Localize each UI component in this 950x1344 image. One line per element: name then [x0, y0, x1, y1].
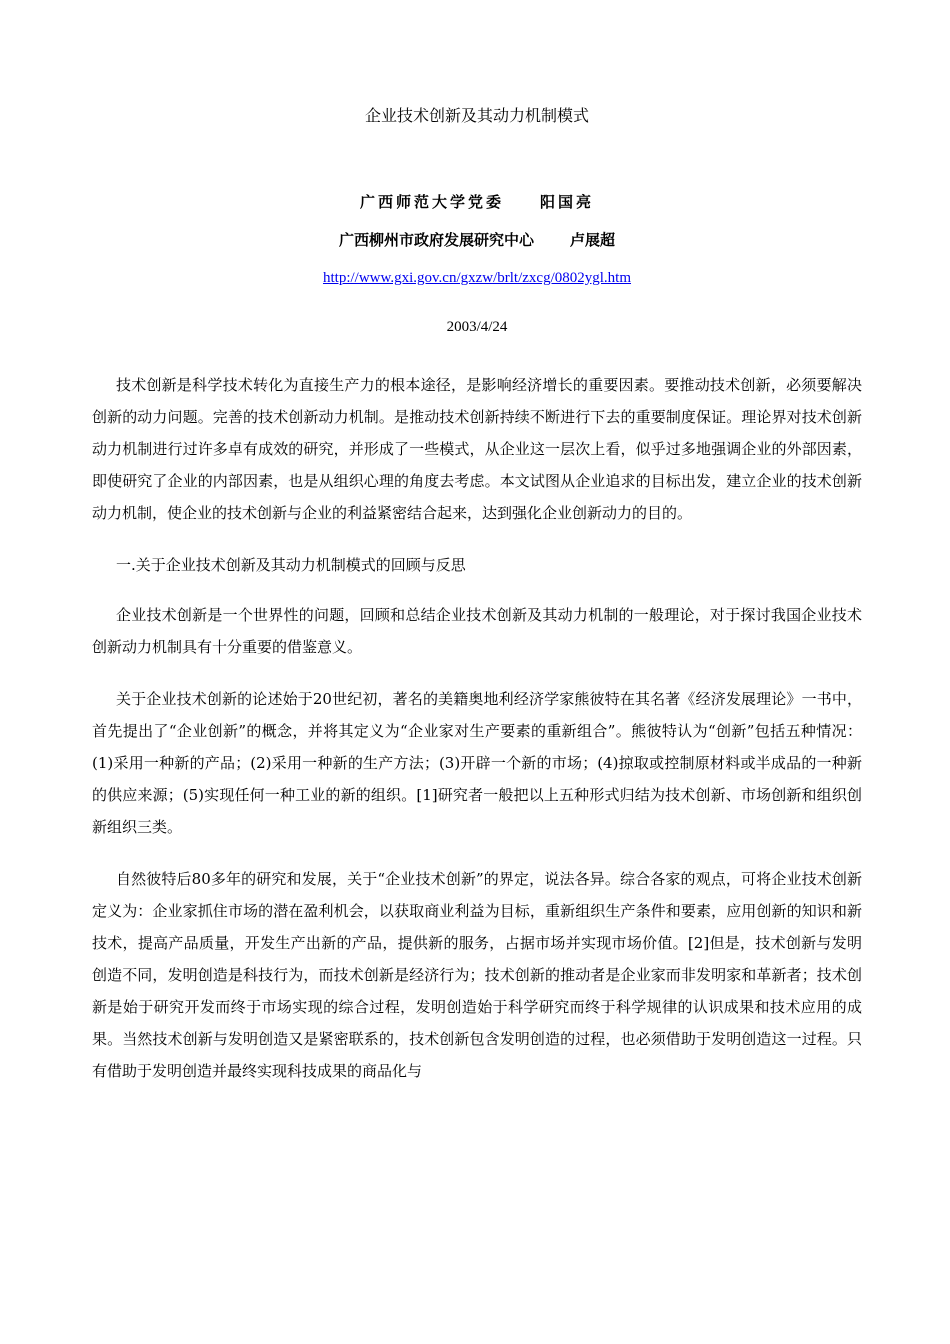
- document-title: 企业技术创新及其动力机制模式: [364, 106, 589, 125]
- document-body: [92, 369, 862, 1107]
- source-url-link[interactable]: http://www.gxi.gov.cn/gxzw/brlt/zxcg/0802ygl.htm: [322, 270, 632, 286]
- author-name: 阳国亮: [540, 193, 595, 211]
- author-line-2: [92, 229, 862, 251]
- author-name: 卢展超: [570, 231, 616, 249]
- section-heading: 一.关于企业技术创新及其动力机制模式的回顾与反思: [116, 556, 466, 574]
- author-line-1: [92, 191, 862, 213]
- body-paragraph: 企业技术创新是一个世界性的问题，回顾和总结企业技术创新及其动力机制的一般理论，对于探讨我国企业技术创新动力机制具有十分重要的借鉴意义。: [92, 606, 862, 656]
- body-paragraph: 技术创新是科学技术转化为直接生产力的根本途径，是影响经济增长的重要因素。要推动技术创新，必须要解决创新的动力问题。完善的技术创新动力机制。是推动技术创新持续不断进行下去的重要制度保证。理论界对技术创新动力机制进行过许多卓有成效的研究，并形成了一些模式，从企业这一层次上看，似乎过多地强调企业的外部因素，即使研究了企业的内部因素，也是从组织心理的角度去考虑。本文试图从企业追求的目标出发，建立企业的技术创新动力机制，使企业的技术创新与企业的利益紧密结合起来，达到强化企业创新动力的目的。: [92, 376, 862, 522]
- publication-date: 2003/4/24: [446, 319, 508, 335]
- author-organization: 广西柳州市政府发展研究中心: [338, 231, 534, 249]
- source-url-line: [92, 267, 862, 289]
- body-paragraph: 自然彼特后80多年的研究和发展，关于“企业技术创新”的界定，说法各异。综合各家的观点，可将企业技术创新定义为：企业家抓住市场的潜在盈利机会，以获取商业利益为目标，重新组织生产条件和要素，应用创新的知识和新技术，提高产品质量，开发生产出新的产品，提供新的服务，占据市场并实现市场价值。[2]但是，技术创新与发明创造不同，发明创造是科技行为，而技术创新是经济行为；技术创新的推动者是企业家而非发明家和革新者；技术创新是始于研究开发而终于市场实现的综合过程，发明创造始于科学研究而终于科学规律的认识成果和技术应用的成果。当然技术创新与发明创造又是紧密联系的，技术创新包含发明创造的过程，也必须借助于发明创造这一过程。只有借助于发明创造并最终实现科技成果的商品化与: [92, 870, 862, 1080]
- author-organization: 广西师范大学党委: [359, 193, 504, 211]
- body-paragraph: 关于企业技术创新的论述始于20世纪初，著名的美籍奥地利经济学家熊彼特在其名著《经济发展理论》一书中，首先提出了“企业创新”的概念，并将其定义为“企业家对生产要素的重新组合”。熊彼特认为“创新”包括五种情况：(1)采用一种新的产品；(2)采用一种新的生产方法；(3)开辟一个新的市场；(4)掠取或控制原材料或半成品的一种新的供应来源；(5)实现任何一种工业的新的组织。[1]研究者一般把以上五种形式归结为技术创新、市场创新和组织创新组织三类。: [92, 690, 862, 836]
